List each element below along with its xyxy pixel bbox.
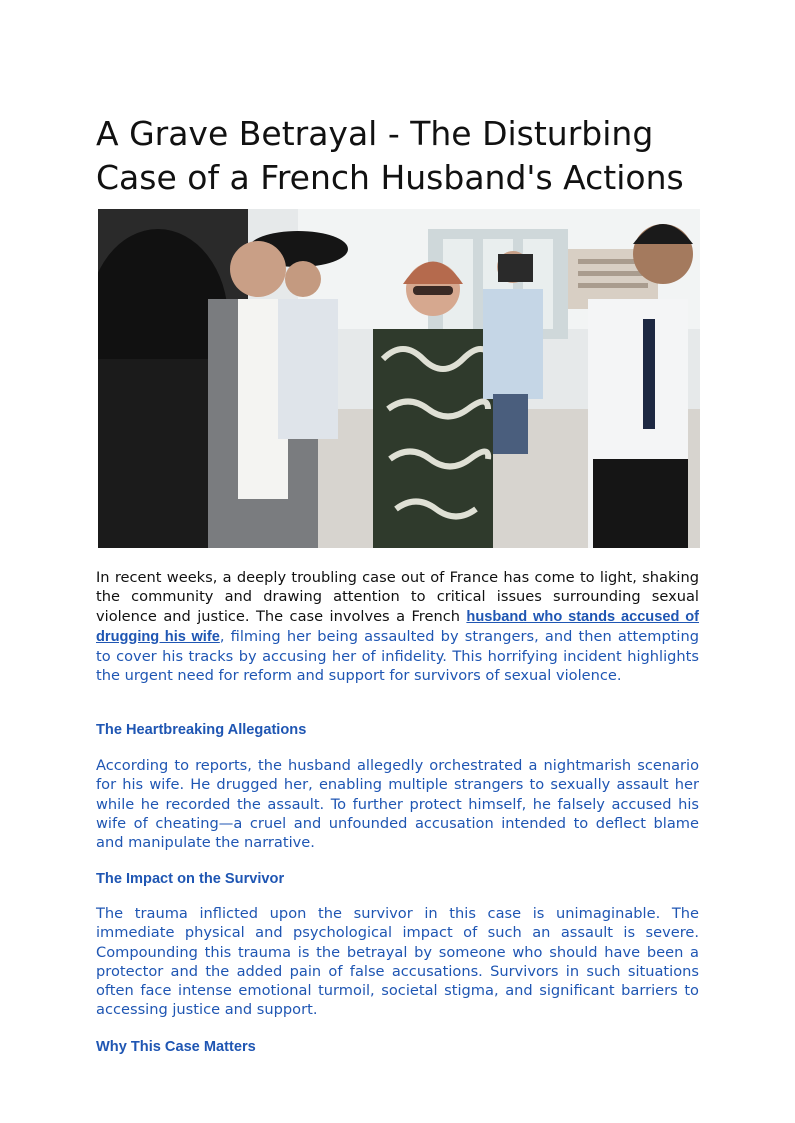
section-body-impact: The trauma inflicted upon the survivor in this case is unimaginable. The immediate physical and psychological impact of such an assault is severe. Compounding this trauma is the betrayal by someone who should have been a protector and the added pain of false accusations. Survivors in such situations often face intense emotional turmoil, societal stigma, and significant barriers to accessing justice and support. — [96, 905, 699, 1019]
courthouse-photo-illustration — [98, 209, 700, 548]
article-photo — [98, 209, 700, 548]
husband-accused-link[interactable]: husband who stands accused of drugging his wife — [96, 608, 699, 645]
section-heading-allegations: The Heartbreaking Allegations — [96, 722, 307, 738]
intro-text-end: , filming her being assaulted by strangers, and then attempting to cover his tracks by accusing her of infidelity. This horrifying incident highlights the urgent need for reform and support for survivors of sexual violence. — [96, 627, 699, 685]
section-heading-why-matters: Why This Case Matters — [96, 1039, 256, 1055]
intro-text-start: In recent weeks, a deeply troubling case out of France has come to light, shaking the community and drawing attention to critical issues surrounding sexual violence and justice. The case involves a French — [96, 569, 699, 625]
article-title: A Grave Betrayal - The Disturbing Case of a French Husband's Actions — [96, 114, 684, 197]
section-heading-impact: The Impact on the Survivor — [96, 871, 285, 887]
intro-paragraph — [96, 568, 699, 686]
section-body-allegations: According to reports, the husband allegedly orchestrated a nightmarish scenario for his wife. He drugged her, enabling multiple strangers to sexually assault her while he recorded the assault. To further protect himself, he falsely accused his wife of cheating—a cruel and unfounded accusation intended to deflect blame and manipulate the narrative. — [96, 757, 699, 852]
